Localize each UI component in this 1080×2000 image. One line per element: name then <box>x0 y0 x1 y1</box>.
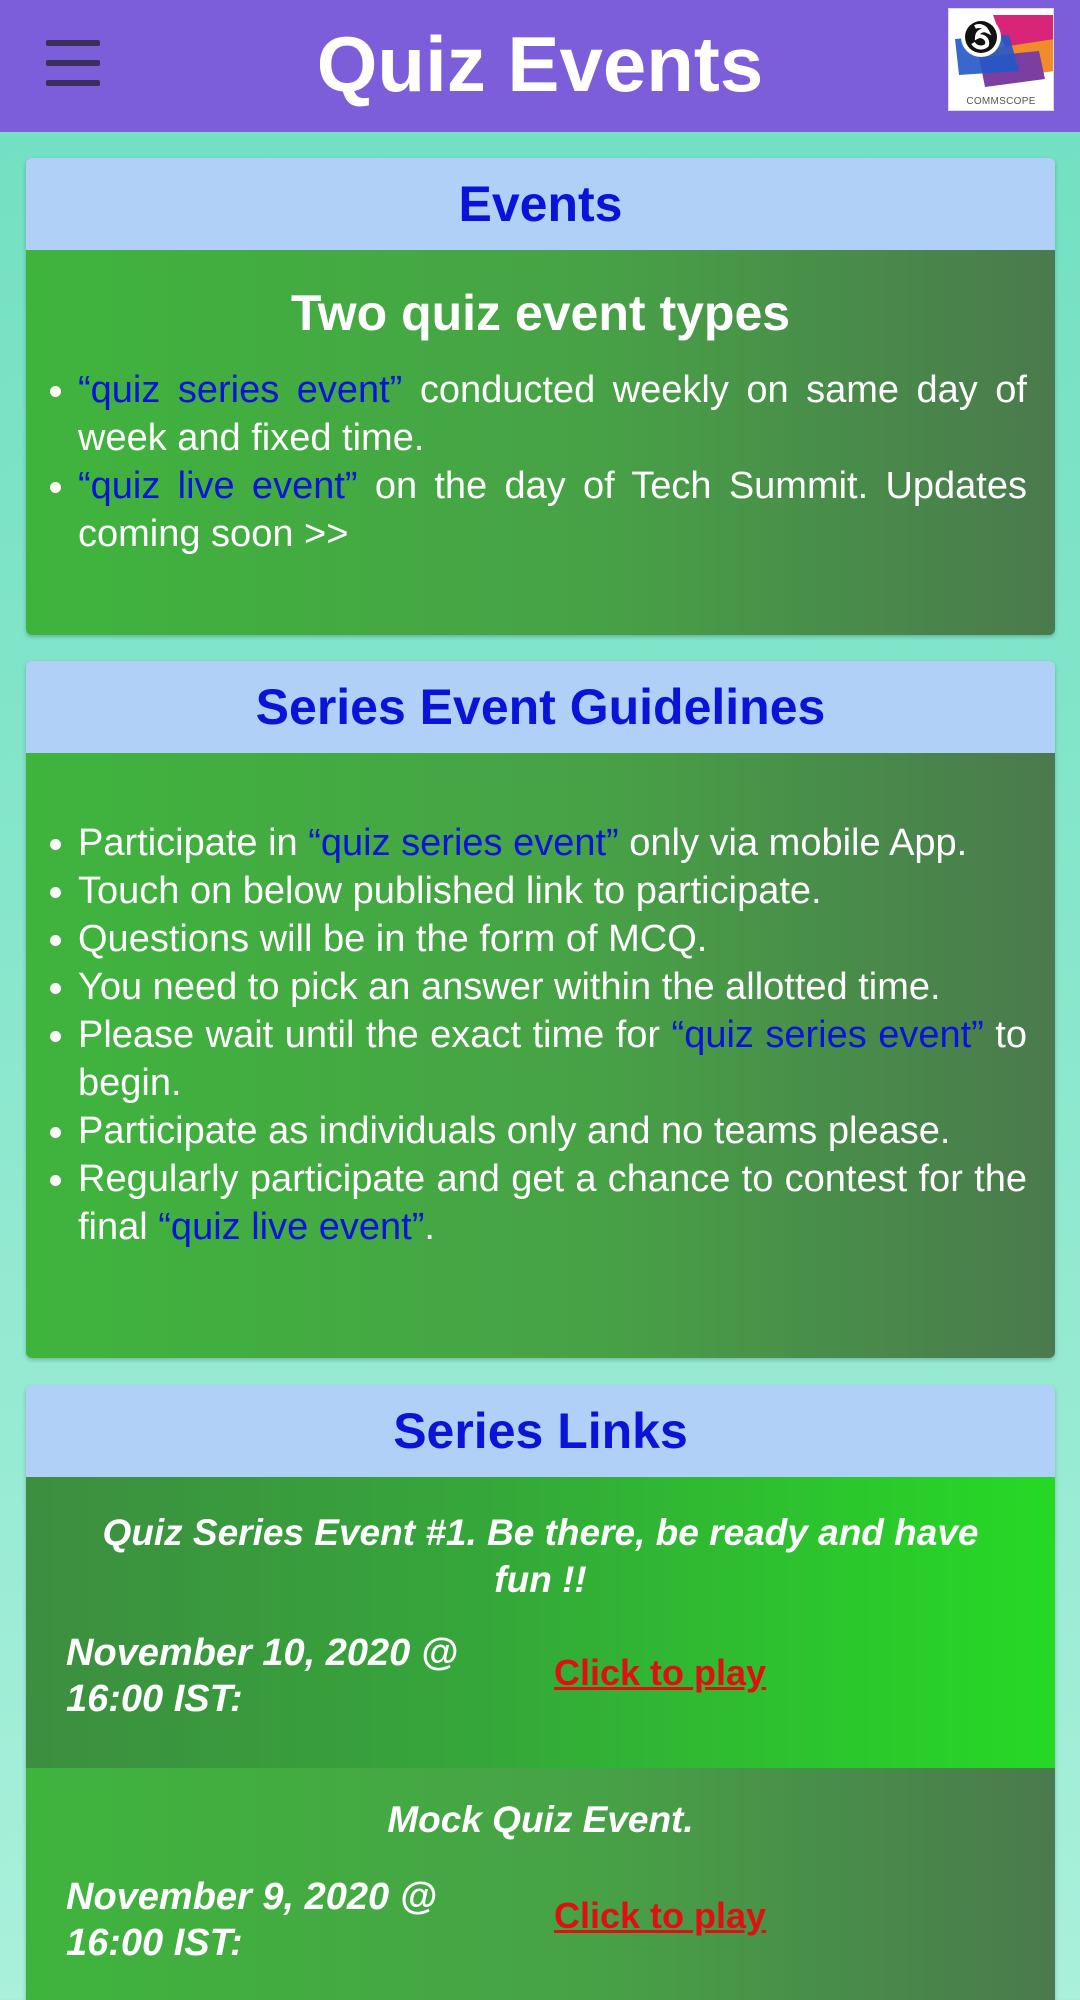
list-item-text: Regularly participate and get a chance to contest for the final <box>78 1158 1027 1248</box>
highlight-text: “quiz live event” <box>158 1206 425 1248</box>
events-card <box>26 158 1055 635</box>
event-date: November 9, 2020 @ 16:00 IST: <box>66 1876 437 1964</box>
list-item <box>26 819 1027 867</box>
app-bar <box>0 0 1080 132</box>
commscope-logo[interactable] <box>948 8 1054 111</box>
series-links-card <box>26 1385 1055 2000</box>
page-title: Quiz Events <box>316 20 764 108</box>
events-heading: Events <box>26 158 1055 250</box>
list-item-text: . <box>424 1206 435 1248</box>
highlight-text: “quiz series event” <box>308 822 619 864</box>
list-item-text: Questions will be in the form of MCQ. <box>78 918 708 960</box>
event-types-list <box>26 346 1055 558</box>
list-item-text: Participate as individuals only and no teams please. <box>78 1110 951 1152</box>
list-item <box>26 1107 1027 1155</box>
logo-text: COMMSCOPE <box>966 96 1036 107</box>
series-links-heading: Series Links <box>26 1385 1055 1477</box>
list-item-text: Participate in <box>78 822 309 864</box>
highlight-text: “quiz series event” <box>78 369 403 411</box>
event-title: Quiz Series Event #1. Be there, be ready and have fun !! <box>102 1512 979 1600</box>
series-event-row <box>26 1477 1055 1768</box>
list-item <box>26 462 1027 558</box>
events-body <box>26 250 1055 635</box>
highlight-text: “quiz series event” <box>671 1014 984 1056</box>
guidelines-body <box>26 753 1055 1358</box>
guidelines-card <box>26 661 1055 1358</box>
list-item-text: only via mobile App. <box>618 822 968 864</box>
list-item <box>26 1011 1027 1107</box>
mock-event-row <box>26 1768 1055 2000</box>
play-link[interactable]: Click to play <box>554 1652 767 1693</box>
list-item <box>26 963 1027 1011</box>
guidelines-list <box>26 753 1055 1251</box>
guidelines-heading: Series Event Guidelines <box>26 661 1055 753</box>
events-subtitle: Two quiz event types <box>290 285 791 341</box>
list-item <box>26 366 1027 462</box>
list-item <box>26 1155 1027 1251</box>
list-item-text: conducted weekly on same day of week and fixed time. <box>78 369 1027 459</box>
list-item-text: Touch on below published link to participate. <box>78 870 822 912</box>
list-item <box>26 915 1027 963</box>
highlight-text: “quiz live event” <box>78 465 358 507</box>
play-link[interactable]: Click to play <box>554 1895 767 1936</box>
list-item <box>26 867 1027 915</box>
list-item-text: Please wait until the exact time for <box>78 1014 672 1056</box>
list-item-text: You need to pick an answer within the allotted time. <box>78 966 941 1008</box>
list-item-text: to begin. <box>78 1014 1027 1104</box>
event-title: Mock Quiz Event. <box>387 1799 694 1840</box>
event-date: November 10, 2020 @ 16:00 IST: <box>66 1632 458 1720</box>
list-item-text: on the day of Tech Summit. Updates coming soon >> <box>78 465 1027 555</box>
logo-graphic <box>949 9 1054 95</box>
